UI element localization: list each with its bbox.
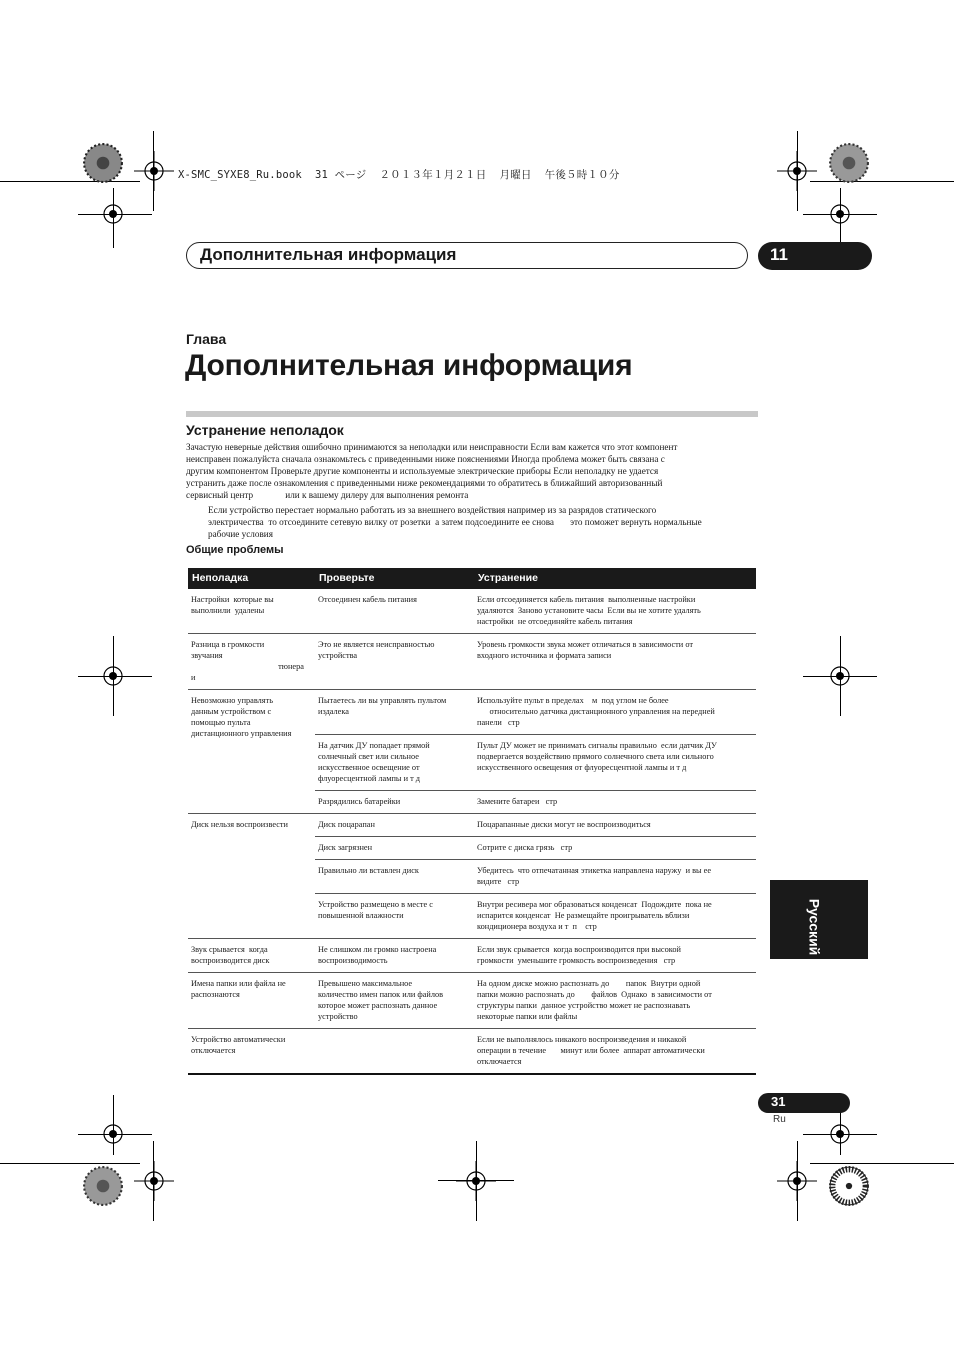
page-language: Ru [773, 1114, 786, 1125]
cell-line: помощью пульта [191, 718, 251, 727]
cell-line: флуоресцентной лампы и т д [318, 774, 421, 783]
cell-line: воспроизводимость [318, 956, 388, 965]
cell-line: которое может распознать данное [318, 1001, 438, 1010]
check-cell [315, 860, 474, 894]
cell-line: Поцарапанные диски могут не воспроизводиться [477, 820, 651, 829]
header-title: Дополнительная информация [200, 245, 457, 264]
cell-line: и [191, 673, 196, 682]
column-header-check: Проверьте [315, 568, 474, 589]
text-line: электричества то отсоедините сетевую вилку от розетки а затем подсоедините ее снова это поможет вернуть нормальные [208, 516, 702, 527]
cell-line: повышенной влажности [318, 911, 404, 920]
cell-line: операции в течение минут или более аппарат автоматически [477, 1046, 705, 1055]
cell-line: видите стр [477, 877, 520, 886]
cell-line: На датчик ДУ попадает прямой [318, 741, 430, 750]
cell-line: издалека [318, 707, 349, 716]
cell-line: громкости уменьшите громкость воспроизведения стр [477, 956, 676, 965]
cell-line: папки можно распознать до файлов Однако в зависимости от [477, 990, 712, 999]
cell-line: Невозможно управлять [191, 696, 274, 705]
solution-cell [474, 690, 756, 735]
cell-line: Пытаетесь ли вы управлять пультом [318, 696, 447, 705]
cell-line: устройство [318, 1012, 358, 1021]
problem-cell [188, 589, 315, 634]
cell-line: Пульт ДУ может не принимать сигналы правильно если датчик ДУ [477, 741, 717, 750]
solution-cell [474, 791, 756, 814]
check-cell [315, 634, 474, 690]
cell-line: Устройство размещено в месте с [318, 900, 433, 909]
table-body [188, 589, 756, 1074]
cell-line: Если отсоединяется кабель питания выполненные настройки [477, 595, 696, 604]
table-row [188, 690, 756, 735]
cell-line: структуры папки данное устройство может не распознавать [477, 1001, 691, 1010]
intro-paragraph [186, 442, 758, 502]
cell-line: искусственного освещения от флуоресцентной лампы и т д [477, 763, 687, 772]
cell-line: отключается [191, 1046, 236, 1055]
check-cell [315, 735, 474, 791]
text-line: неисправен пожалуйста сначала ознакомьтесь с приведенными ниже пояснениями Иногда проблема может быть связана с [186, 453, 665, 464]
color-target-icon [828, 1165, 870, 1207]
cell-line: относительно датчика дистанционного управления на передней [477, 707, 715, 716]
cell-line: Не слишком ли громко настроена [318, 945, 437, 954]
registration-crosshair-icon [93, 656, 133, 696]
registration-crosshair-icon [820, 656, 860, 696]
cell-line: звучания [191, 651, 223, 660]
cell-line: Замените батареи стр [477, 797, 558, 806]
cell-line: На одном диске можно распознать до папок Внутри одной [477, 979, 701, 988]
column-header-problem: Неполадка [188, 568, 315, 589]
registration-crosshair-icon [134, 151, 174, 191]
column-header-solution: Устранение [474, 568, 756, 589]
color-target-icon [82, 142, 124, 184]
solution-cell [474, 860, 756, 894]
cell-line: искусственное освещение от [318, 763, 420, 772]
registration-crosshair-icon [134, 1161, 174, 1201]
page-number: 31 [771, 1094, 786, 1109]
problem-cell [188, 690, 315, 814]
text-line: Если устройство перестает нормально работать из за внешнего воздействия например из за разрядов статического [208, 505, 657, 515]
table-row [188, 939, 756, 973]
cell-line: Уровень громкости звука может отличаться в зависимости от [477, 640, 693, 649]
cell-line: устройства [318, 651, 358, 660]
color-target-icon [828, 142, 870, 184]
cell-line: солнечный свет или сильное [318, 752, 419, 761]
cell-line: некоторые папки или файлы [477, 1012, 578, 1021]
cell-line: Диск поцарапан [318, 820, 375, 829]
registration-crosshair-icon [820, 194, 860, 234]
registration-crosshair-icon [820, 1114, 860, 1154]
check-cell [315, 814, 474, 837]
check-cell [315, 589, 474, 634]
text-line: сервисный центр или к вашему дилеру для выполнения ремонта [186, 489, 469, 500]
solution-cell [474, 837, 756, 860]
registration-crosshair-icon [456, 1161, 496, 1201]
check-cell [315, 690, 474, 735]
cell-line: распознаются [191, 990, 240, 999]
cell-line: Диск загрязнен [318, 843, 373, 852]
registration-crosshair-icon [777, 151, 817, 191]
registration-crosshair-icon [93, 1114, 133, 1154]
table-header-row [188, 568, 756, 589]
check-cell [315, 894, 474, 939]
cell-line: Диск нельзя воспроизвести [191, 820, 288, 829]
solution-cell [474, 634, 756, 690]
cell-line: Внутри ресивера мог образоваться конденсат Подождите пока не [477, 900, 712, 909]
check-cell [315, 837, 474, 860]
cell-line: Отсоединен кабель питания [318, 595, 417, 604]
cell-line: Это не является неисправностью [318, 640, 435, 649]
cell-line: выполнили удалены [191, 606, 265, 615]
cell-line: удаляются Заново установите часы Если вы не хотите удалять [477, 606, 701, 615]
solution-cell [474, 939, 756, 973]
language-tab-label: Русский [806, 898, 823, 956]
cell-line: воспроизводится диск [191, 956, 270, 965]
cell-line: Имена папки или файла не [191, 979, 286, 988]
problem-cell [188, 973, 315, 1029]
table-row [188, 814, 756, 837]
solution-cell [474, 894, 756, 939]
cell-line: панели стр [477, 718, 520, 727]
solution-cell [474, 589, 756, 634]
chapter-title: Дополнительная информация [185, 349, 633, 382]
section-title: Устранение неполадок [186, 422, 344, 438]
check-cell [315, 791, 474, 814]
troubleshooting-table [188, 568, 756, 1075]
cell-line: отключается [477, 1057, 522, 1066]
problem-cell [188, 634, 315, 690]
text-line: рабочие условия [208, 528, 273, 539]
cell-line: Разница в громкости [191, 640, 265, 649]
cell-line: Сотрите с диска грязь стр [477, 843, 573, 852]
cell-line: дистанционного управления [191, 729, 292, 738]
solution-cell [474, 1029, 756, 1075]
note-paragraph [208, 505, 758, 541]
chapter-label: Глава [186, 331, 227, 347]
solution-cell [474, 814, 756, 837]
cell-line: тюнера [191, 662, 304, 671]
table-row [188, 973, 756, 1029]
color-target-icon [82, 1165, 124, 1207]
section-divider [186, 411, 758, 417]
cell-line: Разрядились батарейки [318, 797, 401, 806]
solution-cell [474, 973, 756, 1029]
cell-line: настройки не отсоединяйте кабель питания [477, 617, 633, 626]
table-row [188, 1029, 756, 1075]
cell-line: Правильно ли вставлен диск [318, 866, 419, 875]
cell-line: Используйте пульт в пределах м под углом не более [477, 696, 669, 705]
cell-line: данным устройством с [191, 707, 272, 716]
problem-cell [188, 814, 315, 939]
cell-line: Превышено максимальное [318, 979, 413, 988]
cell-line: кондиционера воздуха и т п стр [477, 922, 597, 931]
check-cell [315, 939, 474, 973]
cell-line: Если звук срывается когда воспроизводится при высокой [477, 945, 681, 954]
chapter-number: 11 [770, 245, 788, 264]
text-line: другим компонентом Проверьте другие компоненты и используемые электрические приборы Если неполадку не удается [186, 465, 659, 476]
cell-line: Настройки которые вы [191, 595, 274, 604]
registration-crosshair-icon [93, 194, 133, 234]
text-line: устранить даже после ознакомления с приведенными ниже рекомендациями то обратитесь в ближайший авторизованный [186, 477, 663, 488]
problem-cell [188, 939, 315, 973]
check-cell [315, 1029, 474, 1075]
cell-line: Устройство автоматически [191, 1035, 286, 1044]
table-row [188, 634, 756, 690]
cell-line: подвергается воздействию прямого солнечного света или сильного [477, 752, 714, 761]
table-row [188, 589, 756, 634]
subsection-title: Общие проблемы [186, 544, 284, 556]
text-line: Зачастую неверные действия ошибочно принимаются за неполадки или неисправности Если вам кажется что этот компонент [186, 442, 678, 452]
cell-line: количество имен папок или файлов [318, 990, 444, 999]
solution-cell [474, 735, 756, 791]
cell-line: входного источника и формата записи [477, 651, 612, 660]
print-info-line: X-SMC_SYXE8_Ru.book 31 ページ ２０１３年１月２１日 月曜日 午後５時１０分 [178, 169, 620, 181]
registration-crosshair-icon [777, 1161, 817, 1201]
cell-line: Звук срывается когда [191, 945, 268, 954]
cell-line: Убедитесь что отпечатанная этикетка направлена наружу и вы ее [477, 866, 712, 875]
check-cell [315, 973, 474, 1029]
problem-cell [188, 1029, 315, 1075]
cell-line: испарится конденсат Не размещайте проигрыватель вблизи [477, 911, 690, 920]
cell-line: Если не выполнялось никакого воспроизведения и никакой [477, 1035, 687, 1044]
